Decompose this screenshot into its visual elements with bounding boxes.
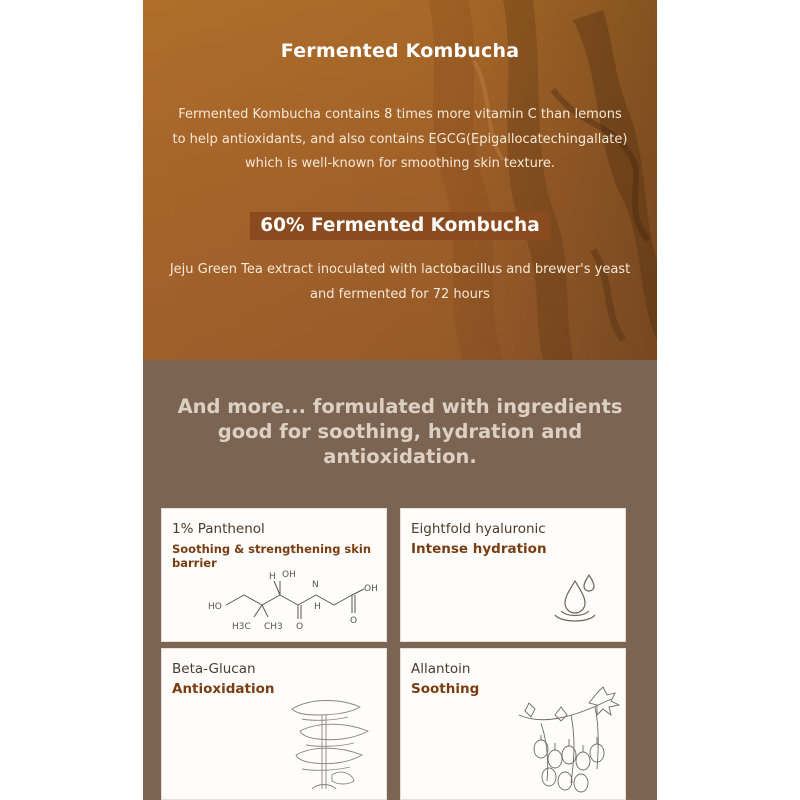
panthenol-molecule-icon [204, 567, 384, 637]
badge-row [143, 212, 657, 240]
ingredient-card-hyaluronic [400, 508, 626, 642]
description-line: to help antioxidants, and also contains EGCG(Epigallocatechingallate) [172, 131, 628, 147]
svg-text:HO: HO [208, 602, 222, 612]
description-line: Fermented Kombucha contains 8 times more vitamin C than lemons [178, 107, 622, 122]
ingredient-card-panthenol [161, 508, 387, 642]
ingredient-card-allantoin [400, 648, 626, 800]
svg-text:OH: OH [364, 584, 378, 594]
svg-text:H: H [269, 572, 276, 582]
headline-line: And more... formulated with ingredients [177, 395, 623, 418]
ingredient-benefit: Antioxidation [172, 681, 275, 697]
ingredient-name: Eightfold hyaluronic [411, 521, 546, 537]
fermentation-detail [161, 258, 639, 307]
mushroom-icon [282, 689, 382, 799]
ingredients-section [143, 360, 657, 800]
headline-line: good for soothing, hydration and [217, 420, 583, 443]
ingredient-benefit: Soothing & strengthening skin barrier [172, 542, 372, 570]
water-drop-icon [549, 571, 609, 631]
kombucha-percent-badge: 60% Fermented Kombucha [250, 212, 549, 240]
svg-text:H: H [314, 602, 321, 612]
product-detail-page [143, 0, 657, 800]
ingredients-headline [163, 394, 637, 469]
svg-text:O: O [296, 622, 304, 632]
detail-line: Jeju Green Tea extract inoculated with lactobacillus and brewer's yeast [169, 262, 631, 277]
ingredient-benefit: Intense hydration [411, 541, 547, 557]
ingredient-card-beta-glucan [161, 648, 387, 800]
description-line: which is well-known for smoothing skin texture. [244, 156, 556, 171]
ingredient-name: Allantoin [411, 661, 471, 677]
ingredient-name: 1% Panthenol [172, 521, 265, 537]
svg-text:H3C: H3C [232, 622, 251, 632]
svg-text:CH3: CH3 [264, 622, 283, 632]
ingredient-name: Beta-Glucan [172, 661, 256, 677]
comfrey-plant-icon [511, 685, 623, 797]
svg-text:N: N [312, 580, 319, 590]
detail-line: and fermented for 72 hours [310, 286, 490, 302]
kombucha-section [143, 0, 657, 360]
section-title: Fermented Kombucha [280, 40, 520, 62]
svg-text:O: O [350, 616, 358, 626]
ingredient-benefit: Soothing [411, 681, 480, 697]
kombucha-description [161, 103, 639, 177]
headline-line: antioxidation. [323, 445, 477, 468]
svg-text:OH: OH [282, 570, 296, 580]
